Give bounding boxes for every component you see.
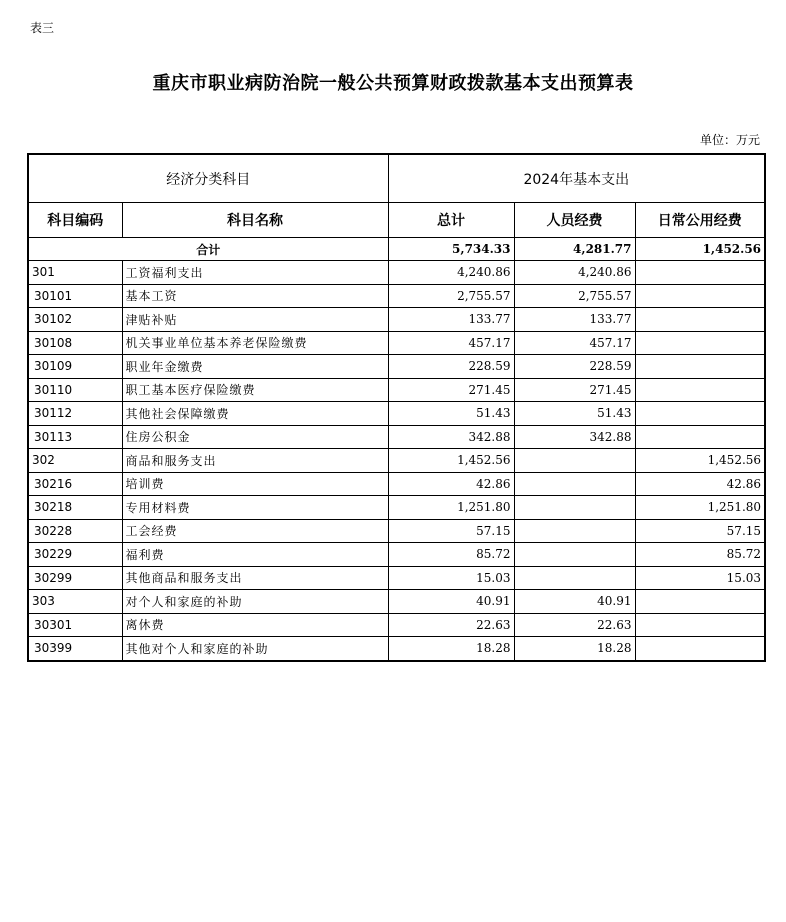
table-row: [28, 402, 765, 426]
row-total: 2,755.57: [388, 284, 514, 308]
row-total: 1,251.80: [388, 496, 514, 520]
table-row: [28, 308, 765, 332]
row-code: 30216: [28, 472, 122, 496]
row-total: 22.63: [388, 613, 514, 637]
row-code: 30228: [28, 519, 122, 543]
row-code: 30101: [28, 284, 122, 308]
row-personnel: [514, 519, 635, 543]
row-daily: 57.15: [635, 519, 765, 543]
row-personnel: [514, 566, 635, 590]
budget-table: [27, 153, 766, 662]
row-code: 30109: [28, 355, 122, 379]
row-personnel: 228.59: [514, 355, 635, 379]
row-total: 271.45: [388, 378, 514, 402]
total-personnel: 4,281.77: [514, 238, 635, 261]
row-total: 15.03: [388, 566, 514, 590]
row-total: 133.77: [388, 308, 514, 332]
row-total: 342.88: [388, 425, 514, 449]
row-personnel: 18.28: [514, 637, 635, 661]
row-personnel: [514, 496, 635, 520]
row-name: 津贴补贴: [122, 308, 388, 332]
row-total: 18.28: [388, 637, 514, 661]
row-total: 42.86: [388, 472, 514, 496]
table-row: [28, 449, 765, 473]
row-daily: [635, 425, 765, 449]
row-name: 对个人和家庭的补助: [122, 590, 388, 614]
row-code: 30112: [28, 402, 122, 426]
row-code: 303: [28, 590, 122, 614]
row-name: 其他对个人和家庭的补助: [122, 637, 388, 661]
table-number-label: 表三: [30, 21, 55, 35]
row-daily: [635, 284, 765, 308]
row-personnel: 40.91: [514, 590, 635, 614]
row-personnel: 2,755.57: [514, 284, 635, 308]
row-total: 1,452.56: [388, 449, 514, 473]
row-daily: [635, 637, 765, 661]
table-row: [28, 496, 765, 520]
row-code: 30108: [28, 331, 122, 355]
row-code: 30110: [28, 378, 122, 402]
table-row: [28, 566, 765, 590]
row-total: 40.91: [388, 590, 514, 614]
row-personnel: 271.45: [514, 378, 635, 402]
row-total: 457.17: [388, 331, 514, 355]
row-daily: [635, 613, 765, 637]
row-code: 30102: [28, 308, 122, 332]
row-personnel: 342.88: [514, 425, 635, 449]
header-econ-class: 经济分类科目: [28, 154, 388, 203]
row-name: 福利费: [122, 543, 388, 567]
row-total: 57.15: [388, 519, 514, 543]
header-row-1: [28, 154, 765, 203]
header-daily: 日常公用经费: [635, 203, 765, 238]
row-daily: [635, 378, 765, 402]
table-row: [28, 519, 765, 543]
row-daily: [635, 261, 765, 285]
table-row: [28, 331, 765, 355]
row-name: 其他商品和服务支出: [122, 566, 388, 590]
row-code: 30218: [28, 496, 122, 520]
row-personnel: 22.63: [514, 613, 635, 637]
row-code: 30299: [28, 566, 122, 590]
row-daily: 1,251.80: [635, 496, 765, 520]
header-basic-expense: 2024年基本支出: [388, 154, 765, 203]
row-daily: 1,452.56: [635, 449, 765, 473]
row-code: 30229: [28, 543, 122, 567]
row-total: 228.59: [388, 355, 514, 379]
row-daily: 42.86: [635, 472, 765, 496]
row-total: 51.43: [388, 402, 514, 426]
total-daily: 1,452.56: [635, 238, 765, 261]
table-row: [28, 590, 765, 614]
row-name: 专用材料费: [122, 496, 388, 520]
row-personnel: 51.43: [514, 402, 635, 426]
row-name: 职工基本医疗保险缴费: [122, 378, 388, 402]
row-name: 培训费: [122, 472, 388, 496]
row-name: 商品和服务支出: [122, 449, 388, 473]
page-title: 重庆市职业病防治院一般公共预算财政拨款基本支出预算表: [152, 73, 634, 94]
row-personnel: [514, 449, 635, 473]
row-code: 30399: [28, 637, 122, 661]
row-name: 基本工资: [122, 284, 388, 308]
row-name: 职业年金缴费: [122, 355, 388, 379]
row-daily: [635, 331, 765, 355]
table-row: [28, 355, 765, 379]
table-row: [28, 425, 765, 449]
header-total: 总计: [388, 203, 514, 238]
row-personnel: [514, 543, 635, 567]
row-total: 4,240.86: [388, 261, 514, 285]
row-daily: 15.03: [635, 566, 765, 590]
row-personnel: 4,240.86: [514, 261, 635, 285]
row-name: 住房公积金: [122, 425, 388, 449]
row-code: 30301: [28, 613, 122, 637]
row-daily: 85.72: [635, 543, 765, 567]
row-personnel: [514, 472, 635, 496]
table-row: [28, 261, 765, 285]
table-row: [28, 613, 765, 637]
total-label: 合计: [28, 238, 388, 261]
table-row: [28, 637, 765, 661]
row-code: 30113: [28, 425, 122, 449]
row-daily: [635, 590, 765, 614]
header-code: 科目编码: [28, 203, 122, 238]
row-code: 302: [28, 449, 122, 473]
row-daily: [635, 355, 765, 379]
row-name: 其他社会保障缴费: [122, 402, 388, 426]
header-row-2: [28, 203, 765, 238]
row-daily: [635, 308, 765, 332]
row-daily: [635, 402, 765, 426]
header-name: 科目名称: [122, 203, 388, 238]
row-personnel: 133.77: [514, 308, 635, 332]
row-personnel: 457.17: [514, 331, 635, 355]
table-row: [28, 543, 765, 567]
unit-label: 单位：万元: [699, 133, 760, 147]
row-name: 离休费: [122, 613, 388, 637]
header-personnel: 人员经费: [514, 203, 635, 238]
row-code: 301: [28, 261, 122, 285]
row-name: 工资福利支出: [122, 261, 388, 285]
total-total: 5,734.33: [388, 238, 514, 261]
table-row: [28, 378, 765, 402]
row-total: 85.72: [388, 543, 514, 567]
total-row: [28, 238, 765, 261]
table-row: [28, 284, 765, 308]
row-name: 工会经费: [122, 519, 388, 543]
table-row: [28, 472, 765, 496]
row-name: 机关事业单位基本养老保险缴费: [122, 331, 388, 355]
